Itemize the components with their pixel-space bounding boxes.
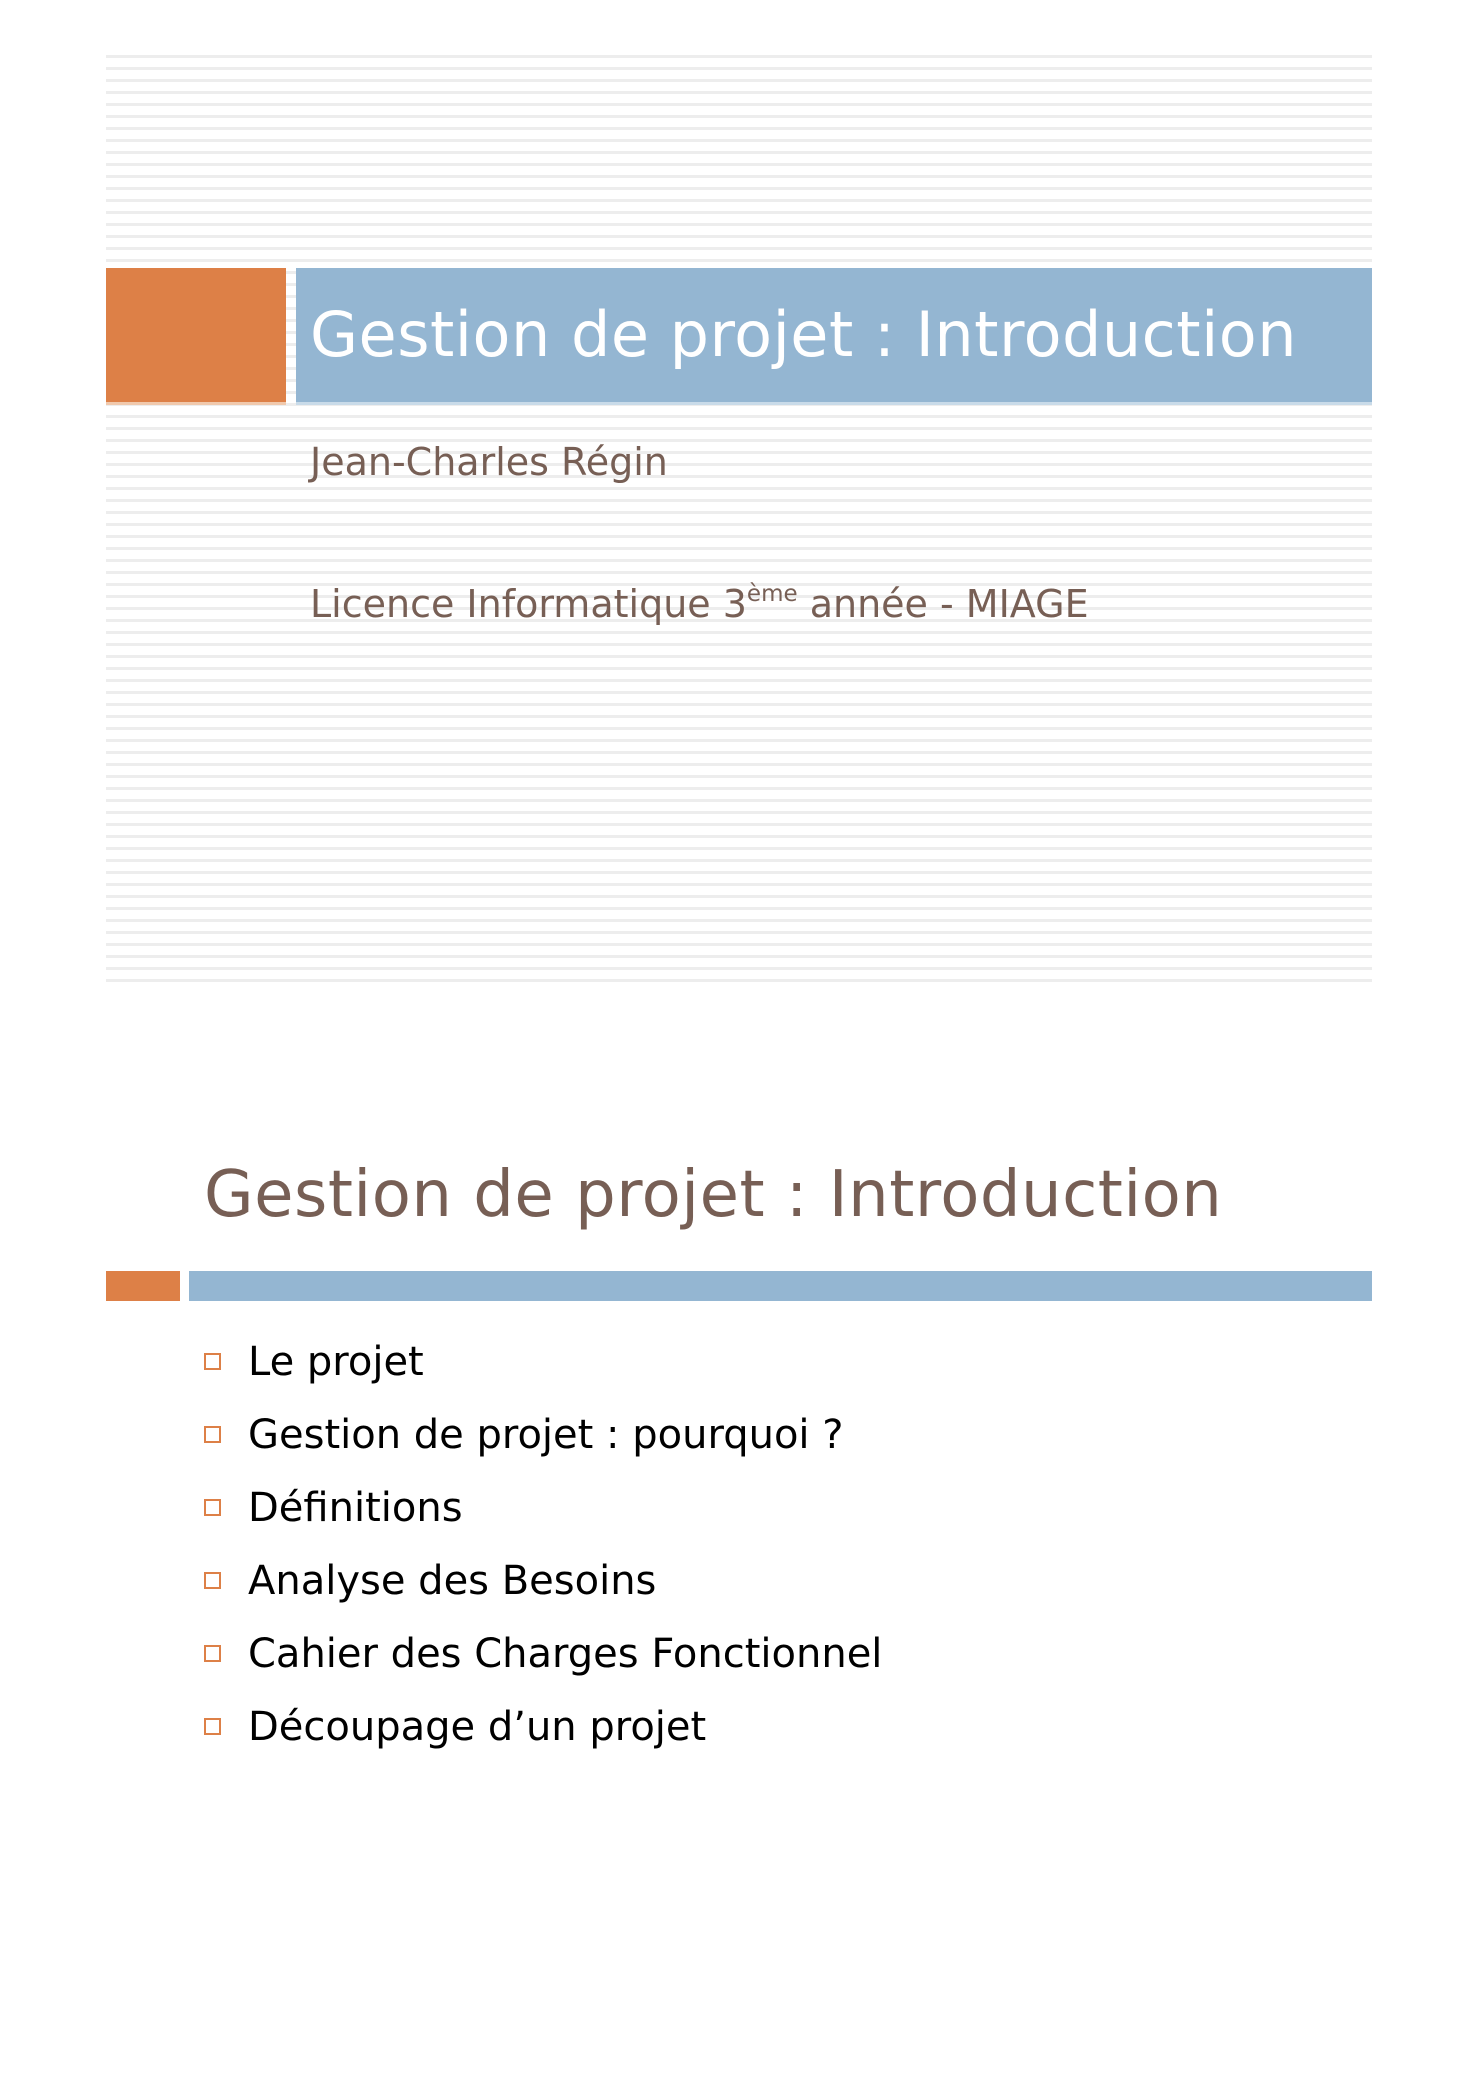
outline-item-text: Analyse des Besoins (248, 1557, 657, 1604)
slide2-accent-blue-bar (189, 1271, 1372, 1301)
course-name (310, 582, 1089, 626)
outline-item (204, 1471, 882, 1544)
slide2-accent-orange-bar (106, 1271, 180, 1301)
outline-item-text: Cahier des Charges Fonctionnel (248, 1630, 883, 1677)
outline-item-text: Le projet (248, 1338, 424, 1385)
slide2-title: Gestion de projet : Introduction (204, 1158, 1223, 1232)
square-bullet-icon (204, 1572, 221, 1589)
outline-item (204, 1325, 882, 1398)
course-superscript: ème (746, 581, 798, 607)
course-prefix: Licence Informatique 3 (310, 582, 747, 626)
square-bullet-icon (204, 1499, 221, 1516)
author-name: Jean-Charles Régin (310, 440, 668, 484)
outline-item (204, 1398, 882, 1471)
outline-item (204, 1544, 882, 1617)
course-suffix: année - MIAGE (797, 582, 1089, 626)
title-slide-background (106, 46, 1372, 990)
outline-list (204, 1325, 882, 1763)
square-bullet-icon (204, 1718, 221, 1735)
square-bullet-icon (204, 1426, 221, 1443)
outline-item-text: Découpage d’un projet (248, 1703, 707, 1750)
square-bullet-icon (204, 1645, 221, 1662)
title-band (296, 268, 1372, 405)
outline-item (204, 1690, 882, 1763)
square-bullet-icon (204, 1353, 221, 1370)
outline-item (204, 1617, 882, 1690)
outline-item-text: Gestion de projet : pourquoi ? (248, 1411, 844, 1458)
slide1-title: Gestion de projet : Introduction (310, 298, 1298, 371)
outline-item-text: Définitions (248, 1484, 463, 1531)
title-accent-square (106, 268, 286, 405)
